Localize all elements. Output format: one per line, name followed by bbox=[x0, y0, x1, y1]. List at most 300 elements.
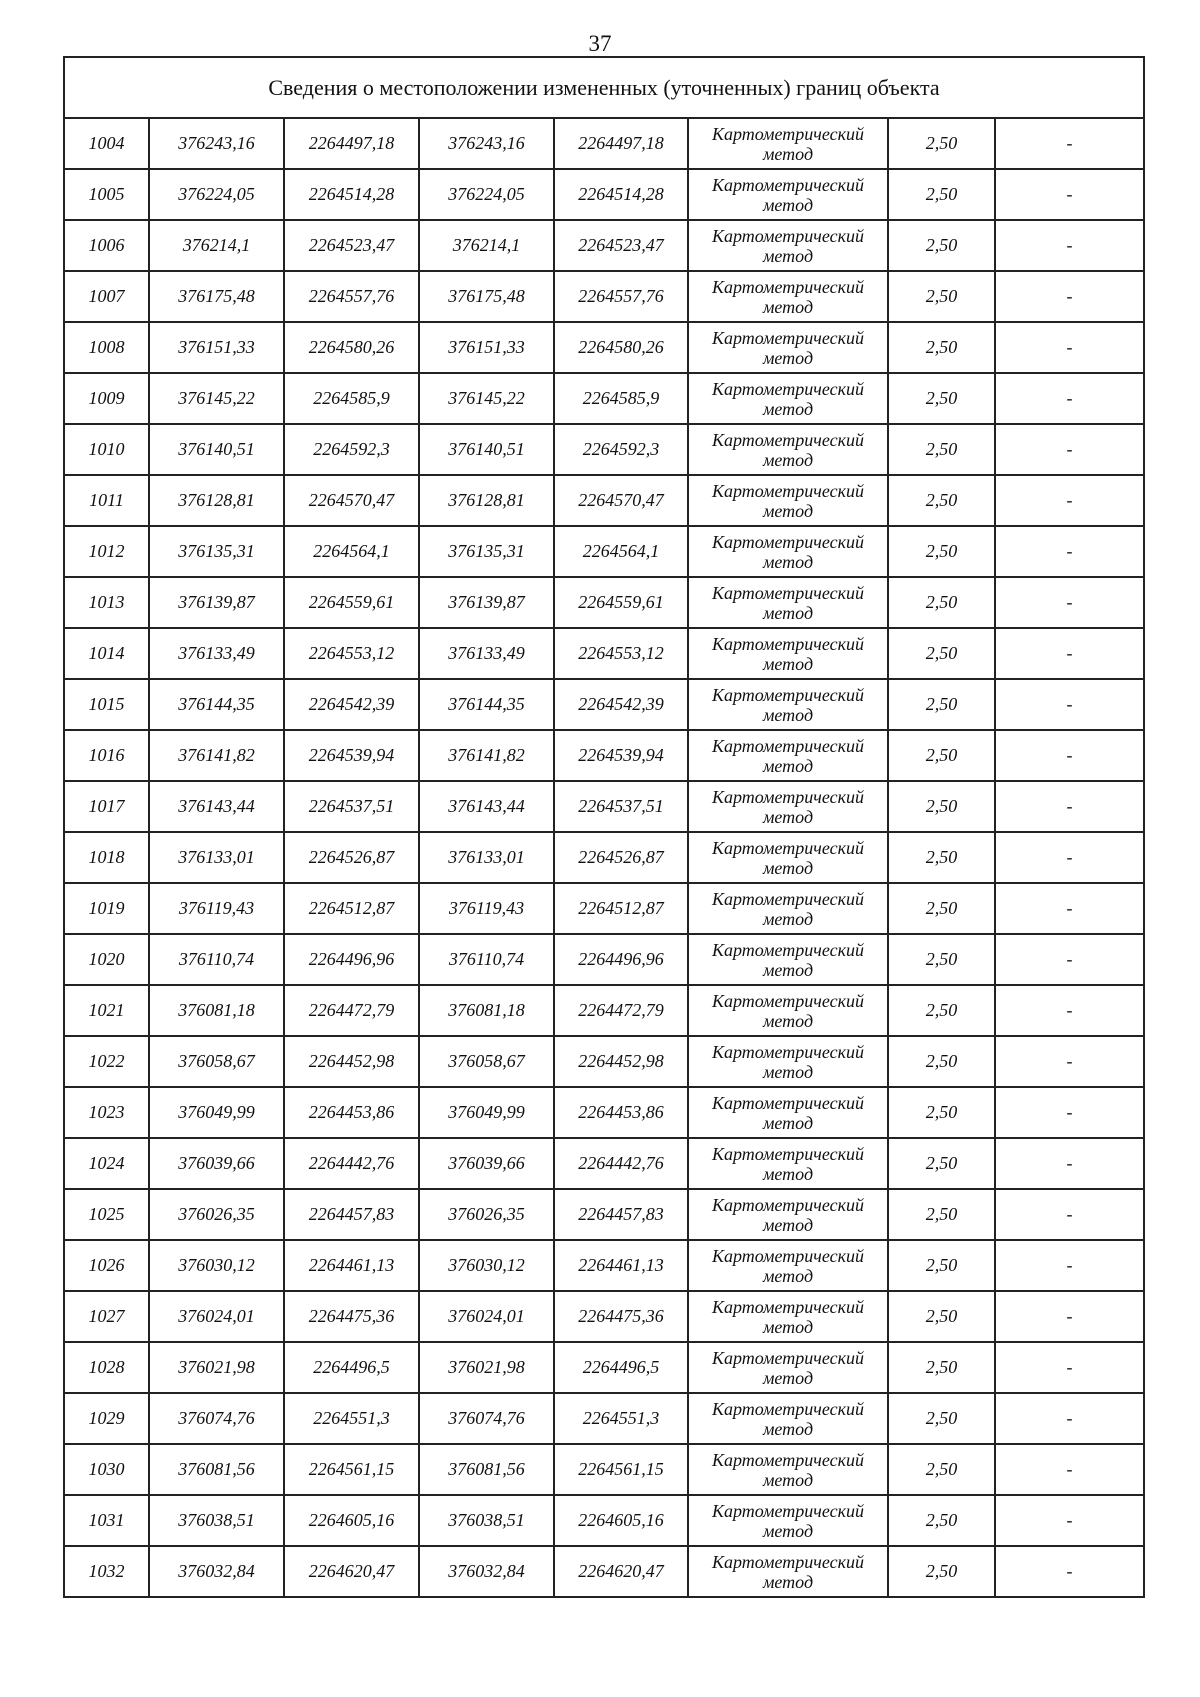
method-cell bbox=[688, 832, 888, 883]
method-line-2: метод bbox=[762, 347, 814, 368]
accuracy-cell: 2,50 bbox=[888, 883, 995, 934]
point-id-cell: 1009 bbox=[64, 373, 149, 424]
x-new-cell: 376049,99 bbox=[419, 1087, 554, 1138]
method-cell bbox=[688, 1546, 888, 1597]
x-existing-cell: 376141,82 bbox=[149, 730, 284, 781]
method-cell bbox=[688, 322, 888, 373]
table-row bbox=[64, 1189, 1144, 1240]
x-new-cell: 376021,98 bbox=[419, 1342, 554, 1393]
y-existing-cell: 2264461,13 bbox=[284, 1240, 419, 1291]
x-new-cell: 376135,31 bbox=[419, 526, 554, 577]
y-existing-cell: 2264472,79 bbox=[284, 985, 419, 1036]
table-row bbox=[64, 1291, 1144, 1342]
x-new-cell: 376151,33 bbox=[419, 322, 554, 373]
y-existing-cell: 2264537,51 bbox=[284, 781, 419, 832]
y-new-cell: 2264453,86 bbox=[554, 1087, 688, 1138]
method-line-1: Картометрический bbox=[711, 1398, 864, 1419]
x-existing-cell: 376024,01 bbox=[149, 1291, 284, 1342]
accuracy-cell: 2,50 bbox=[888, 169, 995, 220]
table-row bbox=[64, 1138, 1144, 1189]
y-existing-cell: 2264496,96 bbox=[284, 934, 419, 985]
accuracy-cell: 2,50 bbox=[888, 1087, 995, 1138]
y-new-cell: 2264564,1 bbox=[554, 526, 688, 577]
y-new-cell: 2264539,94 bbox=[554, 730, 688, 781]
x-new-cell: 376119,43 bbox=[419, 883, 554, 934]
method-cell bbox=[688, 373, 888, 424]
point-id-cell: 1029 bbox=[64, 1393, 149, 1444]
table-row bbox=[64, 373, 1144, 424]
accuracy-cell: 2,50 bbox=[888, 577, 995, 628]
point-id-cell: 1019 bbox=[64, 883, 149, 934]
y-new-cell: 2264553,12 bbox=[554, 628, 688, 679]
method-line-2: метод bbox=[762, 551, 814, 572]
method-line-2: метод bbox=[762, 398, 814, 419]
accuracy-cell: 2,50 bbox=[888, 1240, 995, 1291]
method-cell bbox=[688, 781, 888, 832]
method-line-1: Картометрический bbox=[711, 174, 864, 195]
method-line-1: Картометрический bbox=[711, 786, 864, 807]
point-id-cell: 1023 bbox=[64, 1087, 149, 1138]
accuracy-cell: 2,50 bbox=[888, 220, 995, 271]
method-cell bbox=[688, 679, 888, 730]
point-id-cell: 1007 bbox=[64, 271, 149, 322]
x-new-cell: 376140,51 bbox=[419, 424, 554, 475]
note-cell: - bbox=[995, 1087, 1144, 1138]
table-row bbox=[64, 322, 1144, 373]
table-row bbox=[64, 220, 1144, 271]
y-new-cell: 2264523,47 bbox=[554, 220, 688, 271]
y-new-cell: 2264472,79 bbox=[554, 985, 688, 1036]
y-existing-cell: 2264557,76 bbox=[284, 271, 419, 322]
x-existing-cell: 376135,31 bbox=[149, 526, 284, 577]
method-line-2: метод bbox=[762, 296, 814, 317]
x-new-cell: 376038,51 bbox=[419, 1495, 554, 1546]
point-id-cell: 1008 bbox=[64, 322, 149, 373]
method-cell bbox=[688, 220, 888, 271]
y-new-cell: 2264585,9 bbox=[554, 373, 688, 424]
x-existing-cell: 376039,66 bbox=[149, 1138, 284, 1189]
y-new-cell: 2264620,47 bbox=[554, 1546, 688, 1597]
y-existing-cell: 2264442,76 bbox=[284, 1138, 419, 1189]
method-line-2: метод bbox=[762, 1316, 814, 1337]
y-existing-cell: 2264526,87 bbox=[284, 832, 419, 883]
y-new-cell: 2264580,26 bbox=[554, 322, 688, 373]
note-cell: - bbox=[995, 985, 1144, 1036]
method-cell bbox=[688, 577, 888, 628]
method-cell bbox=[688, 934, 888, 985]
method-line-1: Картометрический bbox=[711, 1041, 864, 1062]
y-new-cell: 2264442,76 bbox=[554, 1138, 688, 1189]
note-cell: - bbox=[995, 1546, 1144, 1597]
x-existing-cell: 376119,43 bbox=[149, 883, 284, 934]
x-existing-cell: 376030,12 bbox=[149, 1240, 284, 1291]
method-line-1: Картометрический bbox=[711, 837, 864, 858]
point-id-cell: 1011 bbox=[64, 475, 149, 526]
x-existing-cell: 376175,48 bbox=[149, 271, 284, 322]
y-existing-cell: 2264475,36 bbox=[284, 1291, 419, 1342]
method-line-1: Картометрический bbox=[711, 735, 864, 756]
x-existing-cell: 376021,98 bbox=[149, 1342, 284, 1393]
table-row bbox=[64, 781, 1144, 832]
note-cell: - bbox=[995, 1036, 1144, 1087]
x-new-cell: 376128,81 bbox=[419, 475, 554, 526]
method-cell bbox=[688, 1189, 888, 1240]
table-row bbox=[64, 1444, 1144, 1495]
method-line-1: Картометрический bbox=[711, 1143, 864, 1164]
x-existing-cell: 376144,35 bbox=[149, 679, 284, 730]
method-line-2: метод bbox=[762, 1112, 814, 1133]
y-new-cell: 2264514,28 bbox=[554, 169, 688, 220]
y-new-cell: 2264496,96 bbox=[554, 934, 688, 985]
point-id-cell: 1021 bbox=[64, 985, 149, 1036]
accuracy-cell: 2,50 bbox=[888, 1393, 995, 1444]
method-line-2: метод bbox=[762, 500, 814, 521]
x-existing-cell: 376224,05 bbox=[149, 169, 284, 220]
y-existing-cell: 2264523,47 bbox=[284, 220, 419, 271]
accuracy-cell: 2,50 bbox=[888, 1138, 995, 1189]
method-line-2: метод bbox=[762, 1010, 814, 1031]
note-cell: - bbox=[995, 475, 1144, 526]
y-new-cell: 2264559,61 bbox=[554, 577, 688, 628]
method-cell bbox=[688, 1087, 888, 1138]
x-new-cell: 376144,35 bbox=[419, 679, 554, 730]
x-new-cell: 376133,01 bbox=[419, 832, 554, 883]
point-id-cell: 1013 bbox=[64, 577, 149, 628]
method-cell bbox=[688, 271, 888, 322]
note-cell: - bbox=[995, 322, 1144, 373]
method-line-1: Картометрический bbox=[711, 1347, 864, 1368]
method-line-1: Картометрический bbox=[711, 276, 864, 297]
x-existing-cell: 376032,84 bbox=[149, 1546, 284, 1597]
x-new-cell: 376224,05 bbox=[419, 169, 554, 220]
x-existing-cell: 376243,16 bbox=[149, 118, 284, 169]
accuracy-cell: 2,50 bbox=[888, 679, 995, 730]
accuracy-cell: 2,50 bbox=[888, 271, 995, 322]
table-row bbox=[64, 577, 1144, 628]
y-new-cell: 2264452,98 bbox=[554, 1036, 688, 1087]
table-row bbox=[64, 1546, 1144, 1597]
method-line-1: Картометрический bbox=[711, 1500, 864, 1521]
x-existing-cell: 376143,44 bbox=[149, 781, 284, 832]
method-line-2: метод bbox=[762, 1163, 814, 1184]
method-line-1: Картометрический bbox=[711, 888, 864, 909]
y-existing-cell: 2264453,86 bbox=[284, 1087, 419, 1138]
method-cell bbox=[688, 1036, 888, 1087]
method-cell bbox=[688, 883, 888, 934]
note-cell: - bbox=[995, 1393, 1144, 1444]
y-existing-cell: 2264564,1 bbox=[284, 526, 419, 577]
accuracy-cell: 2,50 bbox=[888, 322, 995, 373]
accuracy-cell: 2,50 bbox=[888, 118, 995, 169]
note-cell: - bbox=[995, 628, 1144, 679]
method-cell bbox=[688, 118, 888, 169]
method-cell bbox=[688, 1240, 888, 1291]
method-line-2: метод bbox=[762, 806, 814, 827]
point-id-cell: 1028 bbox=[64, 1342, 149, 1393]
method-line-1: Картометрический bbox=[711, 1245, 864, 1266]
method-line-2: метод bbox=[762, 1520, 814, 1541]
y-new-cell: 2264497,18 bbox=[554, 118, 688, 169]
x-existing-cell: 376026,35 bbox=[149, 1189, 284, 1240]
x-new-cell: 376141,82 bbox=[419, 730, 554, 781]
y-new-cell: 2264461,13 bbox=[554, 1240, 688, 1291]
y-existing-cell: 2264512,87 bbox=[284, 883, 419, 934]
table-body bbox=[64, 118, 1144, 1597]
method-cell bbox=[688, 1342, 888, 1393]
method-line-2: метод bbox=[762, 857, 814, 878]
x-existing-cell: 376058,67 bbox=[149, 1036, 284, 1087]
method-line-2: метод bbox=[762, 449, 814, 470]
point-id-cell: 1010 bbox=[64, 424, 149, 475]
y-existing-cell: 2264551,3 bbox=[284, 1393, 419, 1444]
method-line-1: Картометрический bbox=[711, 225, 864, 246]
y-existing-cell: 2264605,16 bbox=[284, 1495, 419, 1546]
point-id-cell: 1025 bbox=[64, 1189, 149, 1240]
y-existing-cell: 2264542,39 bbox=[284, 679, 419, 730]
y-new-cell: 2264526,87 bbox=[554, 832, 688, 883]
method-line-2: метод bbox=[762, 704, 814, 725]
method-line-1: Картометрический bbox=[711, 1194, 864, 1215]
note-cell: - bbox=[995, 1291, 1144, 1342]
method-cell bbox=[688, 1138, 888, 1189]
point-id-cell: 1027 bbox=[64, 1291, 149, 1342]
method-line-2: метод bbox=[762, 1469, 814, 1490]
x-new-cell: 376133,49 bbox=[419, 628, 554, 679]
note-cell: - bbox=[995, 526, 1144, 577]
x-new-cell: 376024,01 bbox=[419, 1291, 554, 1342]
point-id-cell: 1004 bbox=[64, 118, 149, 169]
note-cell: - bbox=[995, 730, 1144, 781]
method-line-1: Картометрический bbox=[711, 1449, 864, 1470]
method-line-2: метод bbox=[762, 755, 814, 776]
y-existing-cell: 2264561,15 bbox=[284, 1444, 419, 1495]
table-row bbox=[64, 169, 1144, 220]
method-line-1: Картометрический bbox=[711, 480, 864, 501]
accuracy-cell: 2,50 bbox=[888, 1036, 995, 1087]
x-new-cell: 376145,22 bbox=[419, 373, 554, 424]
x-existing-cell: 376139,87 bbox=[149, 577, 284, 628]
x-existing-cell: 376145,22 bbox=[149, 373, 284, 424]
y-existing-cell: 2264620,47 bbox=[284, 1546, 419, 1597]
table-row bbox=[64, 1036, 1144, 1087]
method-cell bbox=[688, 1444, 888, 1495]
table-row bbox=[64, 424, 1144, 475]
method-line-1: Картометрический bbox=[711, 633, 864, 654]
accuracy-cell: 2,50 bbox=[888, 526, 995, 577]
y-existing-cell: 2264496,5 bbox=[284, 1342, 419, 1393]
method-line-1: Картометрический bbox=[711, 123, 864, 144]
accuracy-cell: 2,50 bbox=[888, 424, 995, 475]
x-new-cell: 376243,16 bbox=[419, 118, 554, 169]
x-existing-cell: 376081,56 bbox=[149, 1444, 284, 1495]
table-row bbox=[64, 1495, 1144, 1546]
method-cell bbox=[688, 424, 888, 475]
method-line-1: Картометрический bbox=[711, 1296, 864, 1317]
y-new-cell: 2264542,39 bbox=[554, 679, 688, 730]
accuracy-cell: 2,50 bbox=[888, 985, 995, 1036]
point-id-cell: 1026 bbox=[64, 1240, 149, 1291]
point-id-cell: 1031 bbox=[64, 1495, 149, 1546]
point-id-cell: 1015 bbox=[64, 679, 149, 730]
table-row bbox=[64, 679, 1144, 730]
method-line-2: метод bbox=[762, 1214, 814, 1235]
method-cell bbox=[688, 526, 888, 577]
table-row bbox=[64, 934, 1144, 985]
y-existing-cell: 2264570,47 bbox=[284, 475, 419, 526]
method-cell bbox=[688, 730, 888, 781]
y-new-cell: 2264592,3 bbox=[554, 424, 688, 475]
y-existing-cell: 2264457,83 bbox=[284, 1189, 419, 1240]
method-cell bbox=[688, 1393, 888, 1444]
y-existing-cell: 2264592,3 bbox=[284, 424, 419, 475]
table-row bbox=[64, 526, 1144, 577]
y-existing-cell: 2264580,26 bbox=[284, 322, 419, 373]
method-line-1: Картометрический bbox=[711, 939, 864, 960]
point-id-cell: 1022 bbox=[64, 1036, 149, 1087]
method-cell bbox=[688, 1291, 888, 1342]
y-new-cell: 2264512,87 bbox=[554, 883, 688, 934]
note-cell: - bbox=[995, 781, 1144, 832]
y-new-cell: 2264570,47 bbox=[554, 475, 688, 526]
accuracy-cell: 2,50 bbox=[888, 628, 995, 679]
method-cell bbox=[688, 475, 888, 526]
point-id-cell: 1016 bbox=[64, 730, 149, 781]
note-cell: - bbox=[995, 169, 1144, 220]
table-title-row bbox=[64, 57, 1144, 118]
x-new-cell: 376175,48 bbox=[419, 271, 554, 322]
x-new-cell: 376110,74 bbox=[419, 934, 554, 985]
method-line-1: Картометрический bbox=[711, 531, 864, 552]
note-cell: - bbox=[995, 1342, 1144, 1393]
accuracy-cell: 2,50 bbox=[888, 475, 995, 526]
x-new-cell: 376143,44 bbox=[419, 781, 554, 832]
point-id-cell: 1006 bbox=[64, 220, 149, 271]
y-new-cell: 2264551,3 bbox=[554, 1393, 688, 1444]
x-existing-cell: 376038,51 bbox=[149, 1495, 284, 1546]
x-existing-cell: 376049,99 bbox=[149, 1087, 284, 1138]
y-new-cell: 2264475,36 bbox=[554, 1291, 688, 1342]
accuracy-cell: 2,50 bbox=[888, 373, 995, 424]
y-existing-cell: 2264559,61 bbox=[284, 577, 419, 628]
method-line-1: Картометрический bbox=[711, 582, 864, 603]
method-line-2: метод bbox=[762, 1418, 814, 1439]
y-new-cell: 2264496,5 bbox=[554, 1342, 688, 1393]
table-row bbox=[64, 271, 1144, 322]
table-row bbox=[64, 730, 1144, 781]
x-existing-cell: 376133,49 bbox=[149, 628, 284, 679]
accuracy-cell: 2,50 bbox=[888, 1546, 995, 1597]
x-existing-cell: 376110,74 bbox=[149, 934, 284, 985]
y-existing-cell: 2264539,94 bbox=[284, 730, 419, 781]
y-existing-cell: 2264514,28 bbox=[284, 169, 419, 220]
table-row bbox=[64, 628, 1144, 679]
method-cell bbox=[688, 985, 888, 1036]
y-existing-cell: 2264497,18 bbox=[284, 118, 419, 169]
point-id-cell: 1018 bbox=[64, 832, 149, 883]
note-cell: - bbox=[995, 271, 1144, 322]
method-line-1: Картометрический bbox=[711, 990, 864, 1011]
note-cell: - bbox=[995, 1495, 1144, 1546]
table-row bbox=[64, 118, 1144, 169]
table-row bbox=[64, 1240, 1144, 1291]
x-existing-cell: 376151,33 bbox=[149, 322, 284, 373]
y-new-cell: 2264605,16 bbox=[554, 1495, 688, 1546]
y-existing-cell: 2264452,98 bbox=[284, 1036, 419, 1087]
method-line-2: метод bbox=[762, 602, 814, 623]
note-cell: - bbox=[995, 1189, 1144, 1240]
point-id-cell: 1024 bbox=[64, 1138, 149, 1189]
y-existing-cell: 2264585,9 bbox=[284, 373, 419, 424]
page-number: 37 bbox=[588, 31, 612, 56]
x-new-cell: 376214,1 bbox=[419, 220, 554, 271]
note-cell: - bbox=[995, 934, 1144, 985]
method-line-2: метод bbox=[762, 653, 814, 674]
note-cell: - bbox=[995, 220, 1144, 271]
method-line-2: метод bbox=[762, 959, 814, 980]
note-cell: - bbox=[995, 679, 1144, 730]
note-cell: - bbox=[995, 883, 1144, 934]
table-row bbox=[64, 1393, 1144, 1444]
method-line-1: Картометрический bbox=[711, 684, 864, 705]
method-line-2: метод bbox=[762, 245, 814, 266]
note-cell: - bbox=[995, 1138, 1144, 1189]
note-cell: - bbox=[995, 1444, 1144, 1495]
note-cell: - bbox=[995, 577, 1144, 628]
table-row bbox=[64, 883, 1144, 934]
note-cell: - bbox=[995, 373, 1144, 424]
table-row bbox=[64, 832, 1144, 883]
note-cell: - bbox=[995, 424, 1144, 475]
method-line-2: метод bbox=[762, 908, 814, 929]
x-existing-cell: 376214,1 bbox=[149, 220, 284, 271]
method-cell bbox=[688, 1495, 888, 1546]
x-new-cell: 376074,76 bbox=[419, 1393, 554, 1444]
method-line-2: метод bbox=[762, 1265, 814, 1286]
point-id-cell: 1017 bbox=[64, 781, 149, 832]
accuracy-cell: 2,50 bbox=[888, 1342, 995, 1393]
table-row bbox=[64, 985, 1144, 1036]
x-new-cell: 376081,18 bbox=[419, 985, 554, 1036]
x-existing-cell: 376140,51 bbox=[149, 424, 284, 475]
method-line-1: Картометрический bbox=[711, 327, 864, 348]
point-id-cell: 1032 bbox=[64, 1546, 149, 1597]
x-existing-cell: 376081,18 bbox=[149, 985, 284, 1036]
point-id-cell: 1030 bbox=[64, 1444, 149, 1495]
method-cell bbox=[688, 628, 888, 679]
note-cell: - bbox=[995, 118, 1144, 169]
x-new-cell: 376081,56 bbox=[419, 1444, 554, 1495]
method-cell bbox=[688, 169, 888, 220]
accuracy-cell: 2,50 bbox=[888, 781, 995, 832]
accuracy-cell: 2,50 bbox=[888, 1495, 995, 1546]
note-cell: - bbox=[995, 1240, 1144, 1291]
table-title: Сведения о местоположении измененных (уточненных) границ объекта bbox=[64, 57, 1144, 118]
x-existing-cell: 376128,81 bbox=[149, 475, 284, 526]
x-new-cell: 376030,12 bbox=[419, 1240, 554, 1291]
y-existing-cell: 2264553,12 bbox=[284, 628, 419, 679]
boundary-table-container bbox=[63, 56, 1143, 1598]
y-new-cell: 2264457,83 bbox=[554, 1189, 688, 1240]
x-new-cell: 376032,84 bbox=[419, 1546, 554, 1597]
accuracy-cell: 2,50 bbox=[888, 934, 995, 985]
boundary-coordinates-table bbox=[63, 56, 1145, 1598]
table-row bbox=[64, 475, 1144, 526]
accuracy-cell: 2,50 bbox=[888, 1291, 995, 1342]
accuracy-cell: 2,50 bbox=[888, 1189, 995, 1240]
y-new-cell: 2264537,51 bbox=[554, 781, 688, 832]
x-new-cell: 376139,87 bbox=[419, 577, 554, 628]
point-id-cell: 1005 bbox=[64, 169, 149, 220]
